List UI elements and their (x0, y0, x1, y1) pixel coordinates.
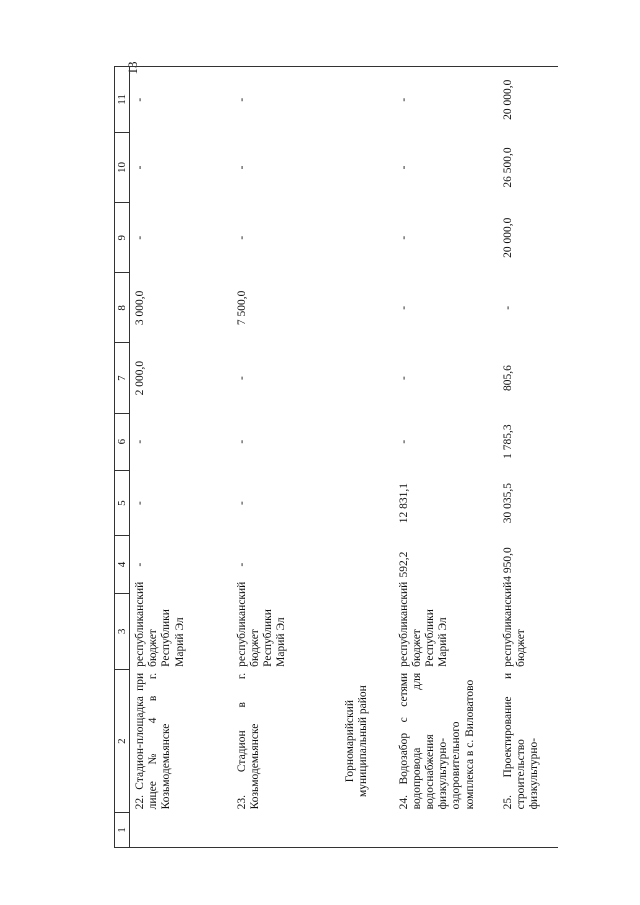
value-cell: 805,6 (501, 365, 514, 391)
object-name: 22. Стадион-площадка при лицее № 4 в г. Козьмодемьянске (134, 672, 173, 810)
value-cell: - (134, 501, 146, 506)
table-row (394, 67, 498, 848)
table-row (498, 67, 558, 848)
column-number-row (115, 67, 130, 848)
value-cell: 20 000,0 (501, 217, 514, 258)
value-cell: 7 500,0 (235, 290, 248, 326)
value-cell: - (397, 305, 410, 310)
object-name: 25. Проектирование и строительство физкультурно- (501, 672, 540, 810)
section-row (330, 67, 394, 848)
value-cell: - (134, 562, 146, 567)
column-number: 1 (115, 812, 130, 847)
value-cell: - (134, 235, 146, 240)
value-cell: 3 000,0 (134, 290, 146, 326)
value-cell: - (397, 439, 410, 444)
column-number: 11 (115, 67, 130, 133)
value-cell: - (130, 67, 232, 133)
value-cell: - (235, 235, 248, 240)
value-cell: - (235, 562, 248, 567)
value-cell: - (397, 376, 410, 380)
budget-table-container (114, 66, 540, 848)
value-cell: 592,2 (397, 551, 410, 578)
value-cell: - (134, 439, 146, 444)
column-number: 6 (115, 413, 130, 470)
column-number: 8 (115, 273, 130, 343)
table-row (130, 67, 232, 848)
value-cell: 12 831,1 (397, 482, 410, 524)
column-number: 2 (115, 670, 130, 813)
value-cell: - (397, 235, 410, 240)
funding-source: республиканский бюджет Республики Марий Эл (134, 581, 186, 667)
section-title: Горномарийский муниципальный район (343, 685, 369, 798)
column-number: 9 (115, 203, 130, 273)
funding-source: республиканский бюджет Республики Марий Эл (235, 581, 288, 667)
column-number: 7 (115, 343, 130, 413)
page-number: 13 (125, 61, 140, 75)
table-row (232, 67, 330, 848)
value-cell: - (501, 305, 514, 310)
value-cell: - (134, 165, 146, 170)
value-cell: 20 000,0 (498, 67, 558, 133)
value-cell: 26 500,0 (501, 147, 514, 188)
column-number: 4 (115, 536, 130, 593)
object-name: 24. Водозабор с сетями водопровода для водоснабжения физкультурно-оздоровительного комплекса в с. Виловатово (397, 672, 476, 810)
value-cell: - (235, 165, 248, 170)
value-cell: - (232, 67, 330, 133)
funding-source: республиканский бюджет Республики Марий Эл (397, 581, 450, 667)
column-number: 10 (115, 132, 130, 202)
column-number: 3 (115, 593, 130, 670)
column-number: 5 (115, 470, 130, 536)
value-cell: - (235, 501, 248, 506)
value-cell: - (235, 376, 248, 380)
budget-table (114, 66, 558, 848)
value-cell: - (397, 165, 410, 170)
value-cell: - (235, 439, 248, 444)
value-cell: - (394, 67, 498, 133)
value-cell: 30 035,5 (501, 482, 514, 524)
value-cell: 4 950,0 (501, 547, 514, 582)
funding-source: республиканский бюджет (501, 581, 527, 667)
value-cell: 1 785,3 (501, 424, 514, 459)
value-cell: 2 000,0 (134, 360, 146, 396)
object-name: 23. Стадион в г. Козьмодемьянске (235, 672, 261, 810)
